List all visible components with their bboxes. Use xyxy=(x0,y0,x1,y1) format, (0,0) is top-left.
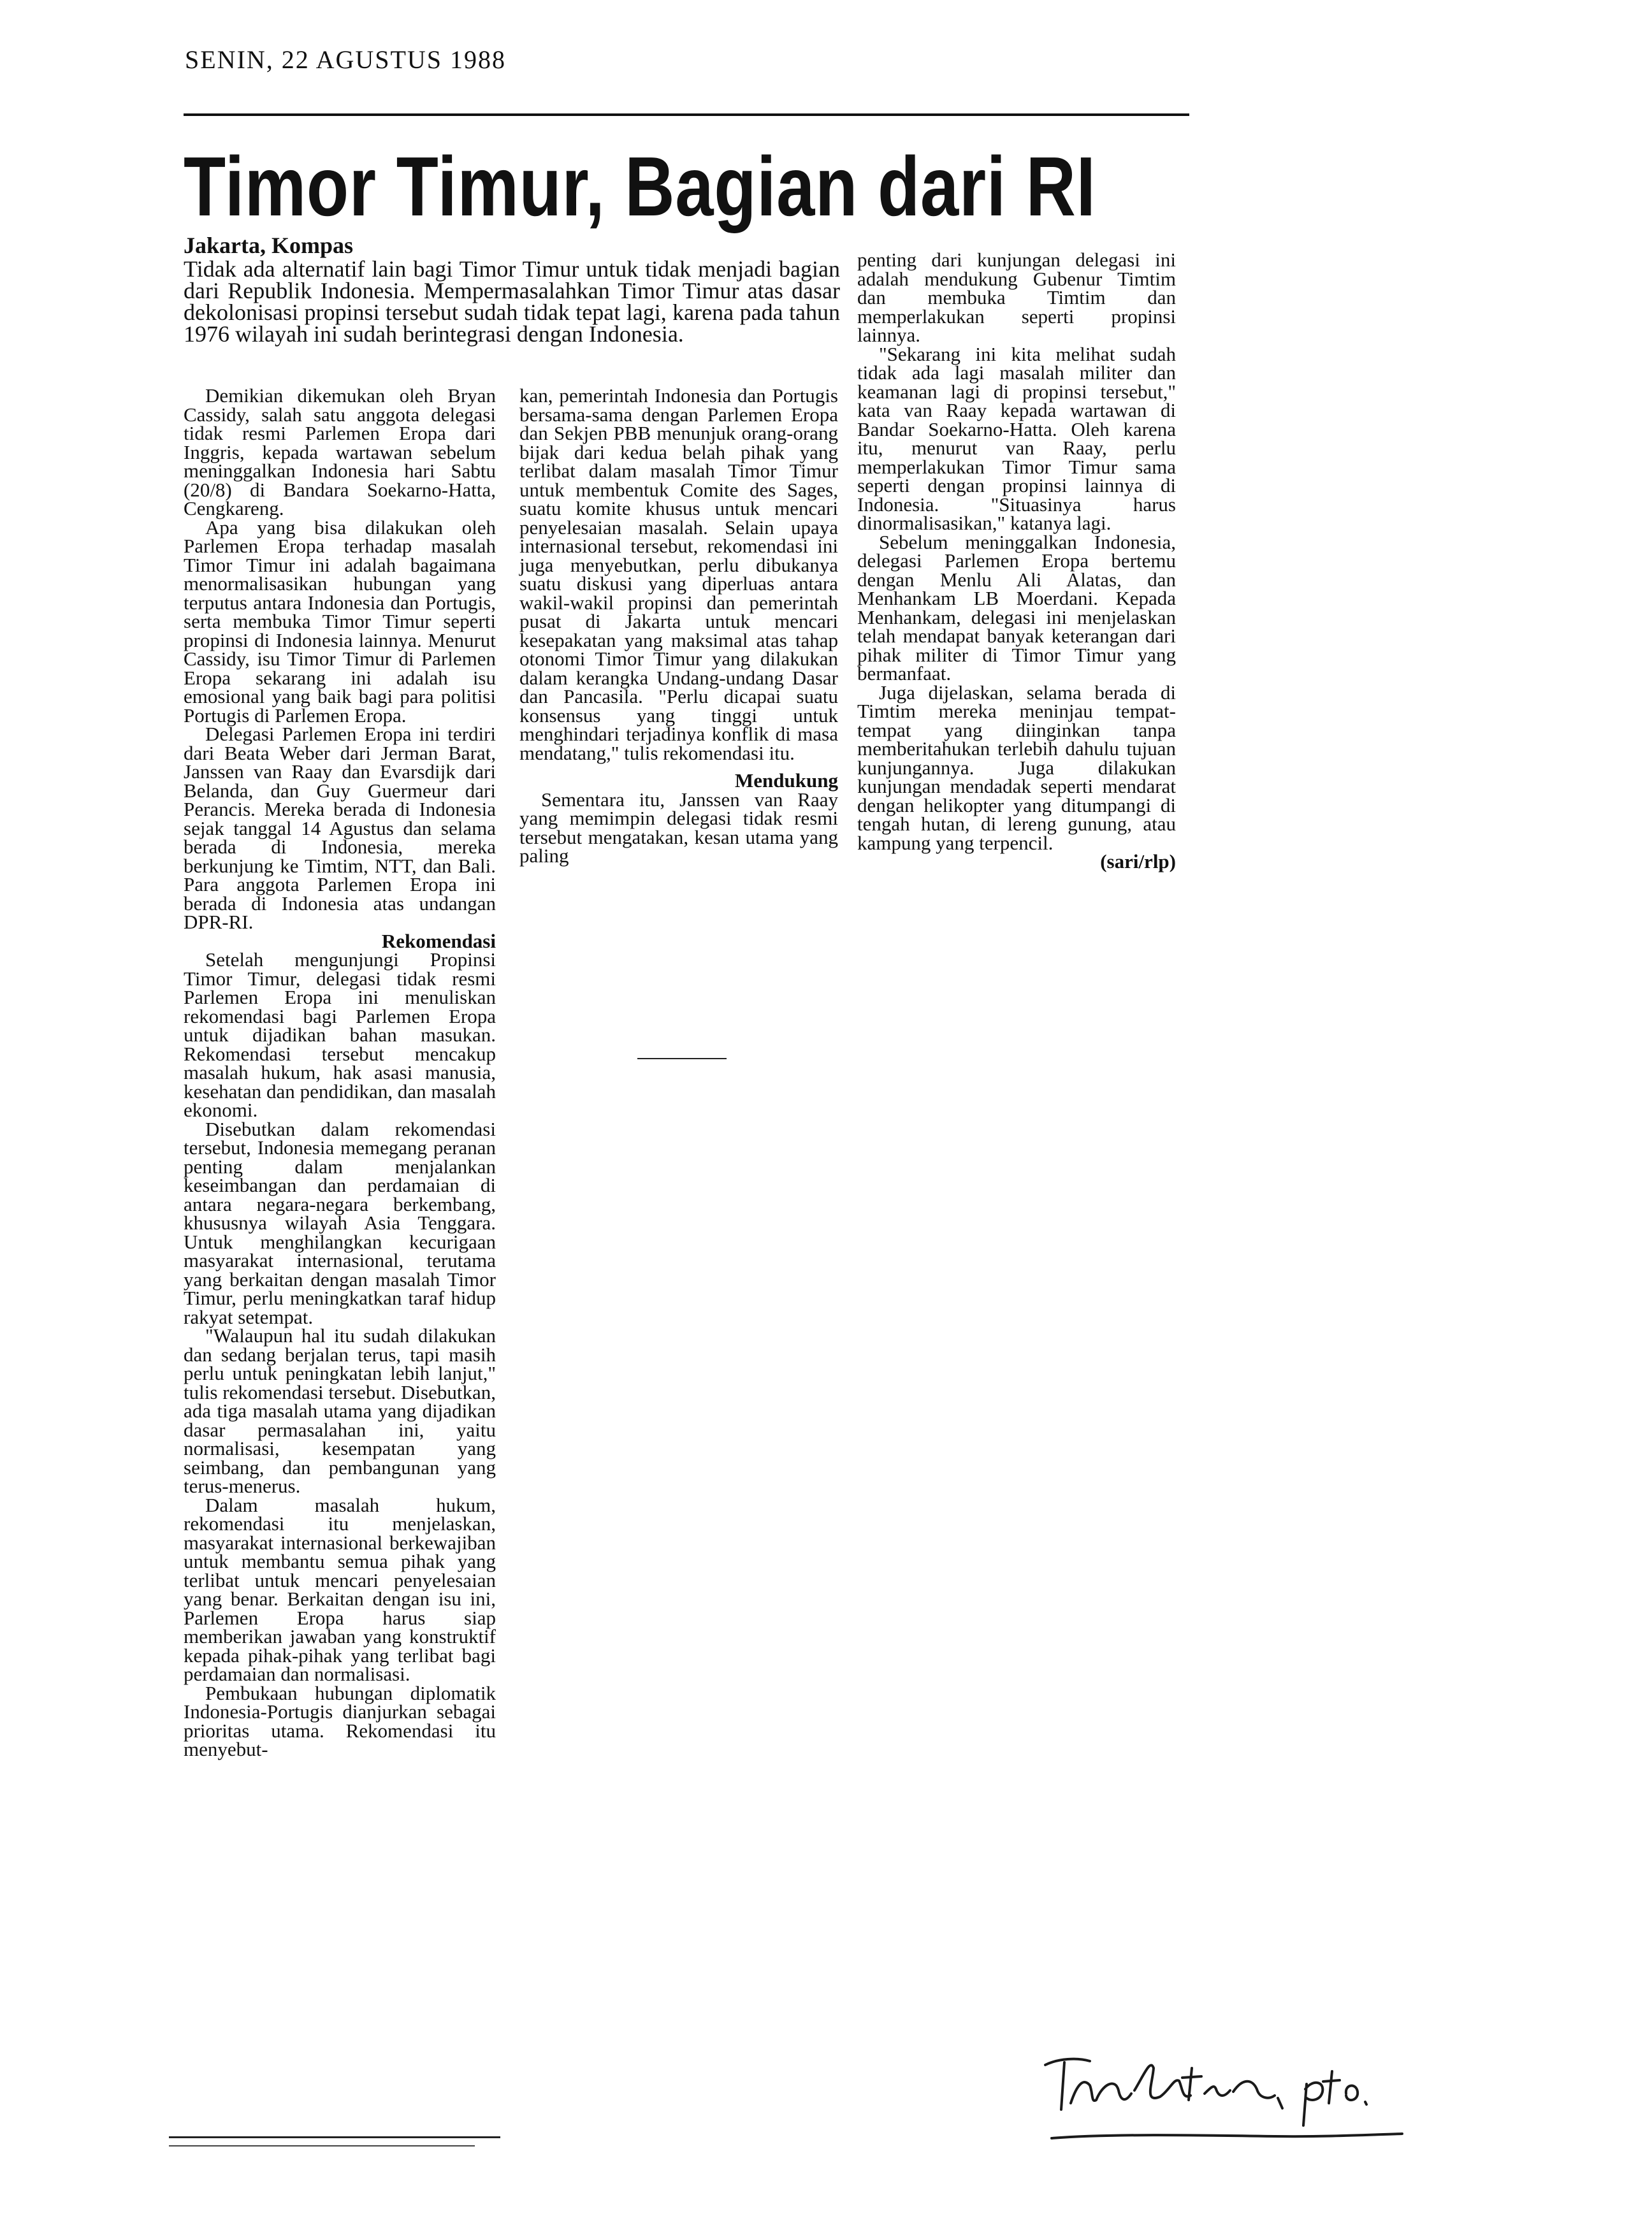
paragraph: Sementara itu, Janssen van Raay yang memimpin delegasi tidak resmi tersebut mengatakan, kesan utama yang paling xyxy=(519,788,838,867)
column-3 xyxy=(857,250,1176,871)
article-end-rule-secondary xyxy=(169,2145,475,2147)
subhead-mendukung: Mendukung xyxy=(735,769,838,792)
paragraph: Juga dijelaskan, selama berada di Timtim mereka meninjau tempat-tempat yang diinginkan tanpa memberitahukan terlebih dahulu tujuan kunjungannya. Juga dilakukan kunjungan mendadak seperti mendarat dengan helikopter yang ditumpangi di tengah hutan, di lereng gunung, atau kampung yang terpencil. xyxy=(857,681,1176,854)
paragraph: kan, pemerintah Indonesia dan Portugis bersama-sama dengan Parlemen Eropa dan Sekjen PBB menunjuk orang-orang bijak dari kedua belah pihak yang terlibat dalam masalah Timor Timur untuk membentuk Comite des Sages, suatu komite khusus untuk mencari penyelesaian masalah. Selain upaya internasional tersebut, rekomendasi ini juga menyebutkan, perlu dibukanya suatu diskusi yang diperluas antara wakil-wakil propinsi dan pemerintah pusat di Jakarta untuk mencari kesepakatan yang maksimal atas tahap otonomi Timor Timur yang dilakukan dalam kerangka Undang-undang Dasar dan Pancasila. "Perlu dicapai suatu konsensus yang tinggi untuk menghindari terjadinya konflik di masa mendatang," tulis rekomendasi itu. xyxy=(519,384,838,764)
paragraph: "Walaupun hal itu sudah dilakukan dan sedang berjalan terus, tapi masih perlu untuk peningkatan lebih lanjut," tulis rekomendasi tersebut. Disebutkan, ada tiga masalah utama yang dijadikan dasar permasalahan ini, yaitu normalisasi, kesempatan yang seimbang, dan pembangunan yang terus-menerus. xyxy=(184,1324,496,1497)
subhead-rekomendasi: Rekomendasi xyxy=(381,929,496,952)
column-2 xyxy=(519,386,838,865)
paragraph: Dalam masalah hukum, rekomendasi itu menjelaskan, masyarakat internasional berkewajiban untuk membantu semua pihak yang terlibat untuk mencari penyelesaian yang benar. Berkaitan dengan isu ini, Parlemen Eropa harus siap memberikan jawaban yang konstruktif kepada pihak-pihak yang terlibat bagi perdamaian dan normalisasi. xyxy=(184,1493,496,1685)
paragraph: Apa yang bisa dilakukan oleh Parlemen Eropa terhadap masalah Timor Timur ini adalah bagaimana menormalisasikan hubungan yang terputus antara Indonesia dan Portugis, serta membuka Timor Timur seperti propinsi di Indonesia lainnya. Menurut Cassidy, isu Timor Timur di Parlemen Eropa sekarang ini adalah isu emosional yang baik bagi para politisi Portugis di Parlemen Eropa. xyxy=(184,516,496,727)
column-1 xyxy=(184,386,496,1759)
paragraph: "Sekarang ini kita melihat sudah tidak ada lagi masalah militer dan keamanan lagi di propinsi tersebut," kata van Raay kepada wartawan di Bandar Soekarno-Hatta. Oleh karena itu, menurut van Raay, perlu memperlakukan Timor Timur sama seperti dengan propinsi lainnya di Indonesia. "Situasinya harus dinormalisasikan," katanya lagi. xyxy=(857,342,1176,534)
headline: Timor Timur, Bagian dari RI xyxy=(184,140,1096,233)
author-credit: (sari/rlp) xyxy=(1100,850,1176,872)
header-rule xyxy=(184,113,1189,116)
handwritten-note xyxy=(1032,2039,1415,2148)
handwriting-scribble xyxy=(1032,2039,1415,2148)
byline: Jakarta, Kompas xyxy=(184,233,354,258)
paragraph: Sebelum meninggalkan Indonesia, delegasi Parlemen Eropa bertemu dengan Menlu Ali Alatas, dan Menhankam LB Moerdani. Kepada Menhankam, delegasi ini menjelaskan telah mendapat banyak keterangan dari pihak militer di Timor Timur yang bermanfaat. xyxy=(857,530,1176,684)
column-end-rule xyxy=(637,1058,727,1059)
paragraph: Demikian dikemukan oleh Bryan Cassidy, salah satu anggota delegasi tidak resmi Parlemen Eropa dari Inggris, kepada wartawan sebelum meninggalkan Indonesia hari Sabtu (20/8) di Bandara Soekarno-Hatta, Cengkareng. xyxy=(184,384,496,519)
paragraph: penting dari kunjungan delegasi ini adalah mendukung Gubenur Timtim dan membuka Timtim dan memperlakukan seperti propinsi lainnya. xyxy=(857,249,1176,346)
paragraph: Pembukaan hubungan diplomatik Indonesia-Portugis dianjurkan sebagai prioritas utama. Rekomendasi itu menyebut- xyxy=(184,1681,496,1760)
paragraph: Setelah mengunjungi Propinsi Timor Timur, delegasi tidak resmi Parlemen Eropa ini menuliskan rekomendasi bagi Parlemen Eropa untuk dijadikan bahan masukan. Rekomendasi tersebut mencakup masalah hukum, hak asasi manusia, kesehatan dan pendidikan, dan masalah ekonomi. xyxy=(184,948,496,1121)
lede-paragraph: Tidak ada alternatif lain bagi Timor Timur untuk tidak menjadi bagian dari Republik Indonesia. Mempermasalahkan Timor Timur atas dasar dekolonisasi propinsi tersebut sudah tidak tepat lagi, karena pada tahun 1976 wilayah ini sudah berintegrasi dengan Indonesia. xyxy=(184,256,840,347)
dateline: SENIN, 22 AGUSTUS 1988 xyxy=(185,45,507,74)
article-end-rule xyxy=(169,2136,500,2138)
paragraph: Disebutkan dalam rekomendasi tersebut, Indonesia memegang peranan penting dalam menjalankan keseimbangan dan perdamaian di antara negara-negara berkembang, khususnya wilayah Asia Tenggara. Untuk menghilangkan kecurigaan masyarakat internasional, terutama yang berkaitan dengan masalah Timor Timur, perlu meningkatkan taraf hidup rakyat setempat. xyxy=(184,1117,496,1328)
paragraph: Delegasi Parlemen Eropa ini terdiri dari Beata Weber dari Jerman Barat, Janssen van Raay dan Evarsdijk dari Belanda, dan Guy Guermeur dari Perancis. Mereka berada di Indonesia sejak tanggal 14 Agustus dan selama berada di Indonesia, mereka berkunjung ke Timtim, NTT, dan Bali. Para anggota Parlemen Eropa ini berada di Indonesia atas undangan DPR-RI. xyxy=(184,723,496,933)
